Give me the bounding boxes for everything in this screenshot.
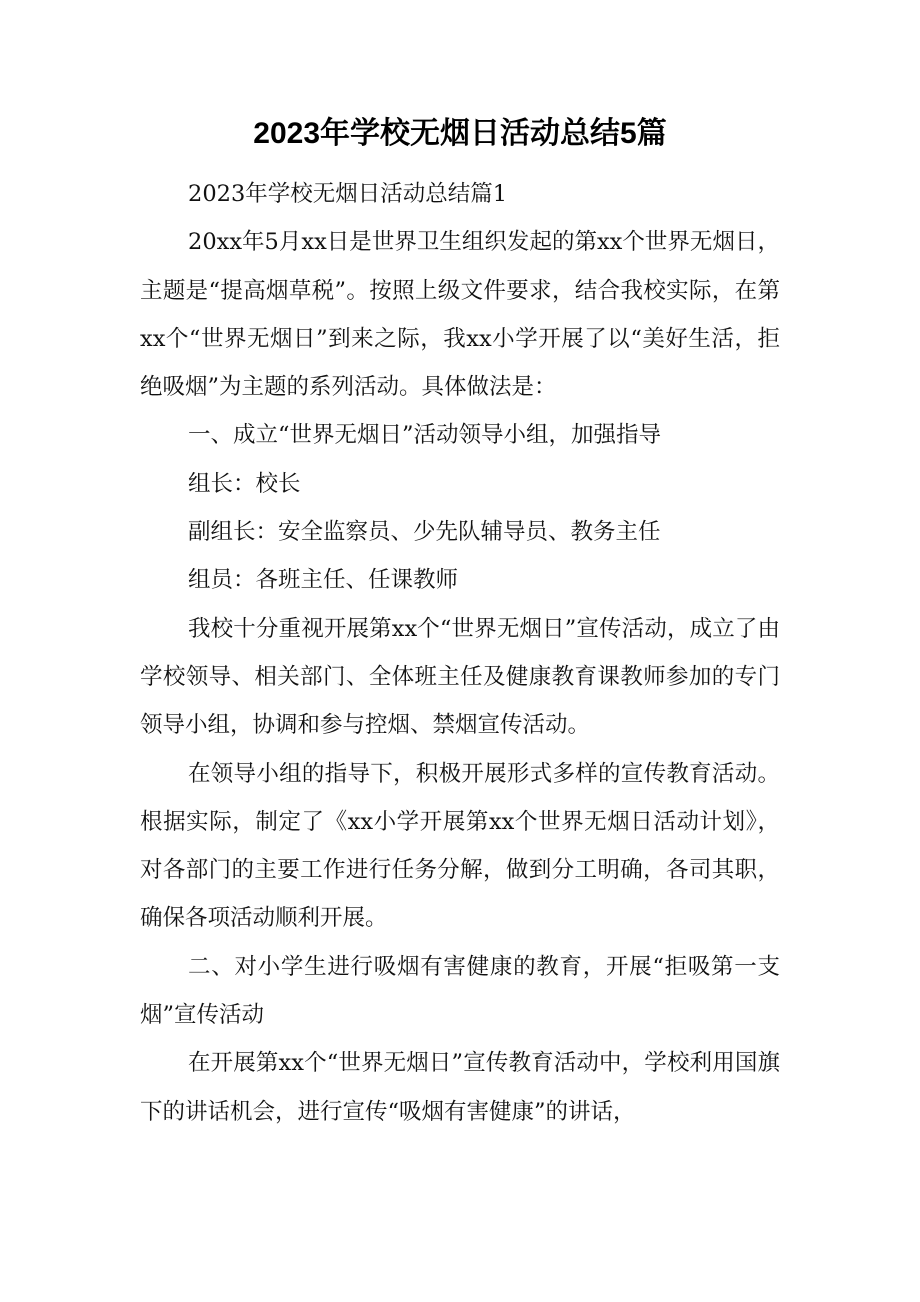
group-leader-line: 组长：校长: [188, 470, 301, 497]
group-members-line: 组员：各班主任、任课教师: [188, 567, 459, 594]
paragraph-flag-speech: 在开展第xx个“世界无烟日”宣传教育活动中，学校利用国旗下的讲话机会，进行宣传“吸烟有害健康”的讲话，: [140, 1050, 780, 1125]
section-heading-1: 2023年学校无烟日活动总结篇1: [188, 181, 508, 207]
paragraph-importance: 我校十分重视开展第xx个“世界无烟日”宣传活动，成立了由学校领导、相关部门、全体班主任及健康教育课教师参加的专门领导小组，协调和参与控烟、禁烟宣传活动。: [140, 615, 780, 739]
document-body: [140, 170, 780, 1136]
paragraph-guidance: 在领导小组的指导下，积极开展形式多样的宣传教育活动。根据实际，制定了《xx小学开展第xx个世界无烟日活动计划》，对各部门的主要工作进行任务分解，做到分工明确，各司其职，确保各项活动顺利开展。: [140, 760, 780, 932]
subheading-leadership-group: 一、成立“世界无烟日”活动领导小组，加强指导: [188, 422, 662, 449]
subheading-education: 二、对小学生进行吸烟有害健康的教育，开展“拒吸第一支烟”宣传活动: [140, 953, 780, 1029]
paragraph-intro: 20xx年5月xx日是世界卫生组织发起的第xx个世界无烟日，主题是“提高烟草税”。按照上级文件要求，结合我校实际，在第xx个“世界无烟日”到来之际，我xx小学开展了以“美好生活，拒绝吸烟”为主题的系列活动。具体做法是：: [140, 229, 780, 401]
deputy-leader-line: 副组长：安全监察员、少先队辅导员、教务主任: [188, 519, 661, 546]
document-title: 2023年学校无烟日活动总结5篇: [253, 117, 667, 150]
